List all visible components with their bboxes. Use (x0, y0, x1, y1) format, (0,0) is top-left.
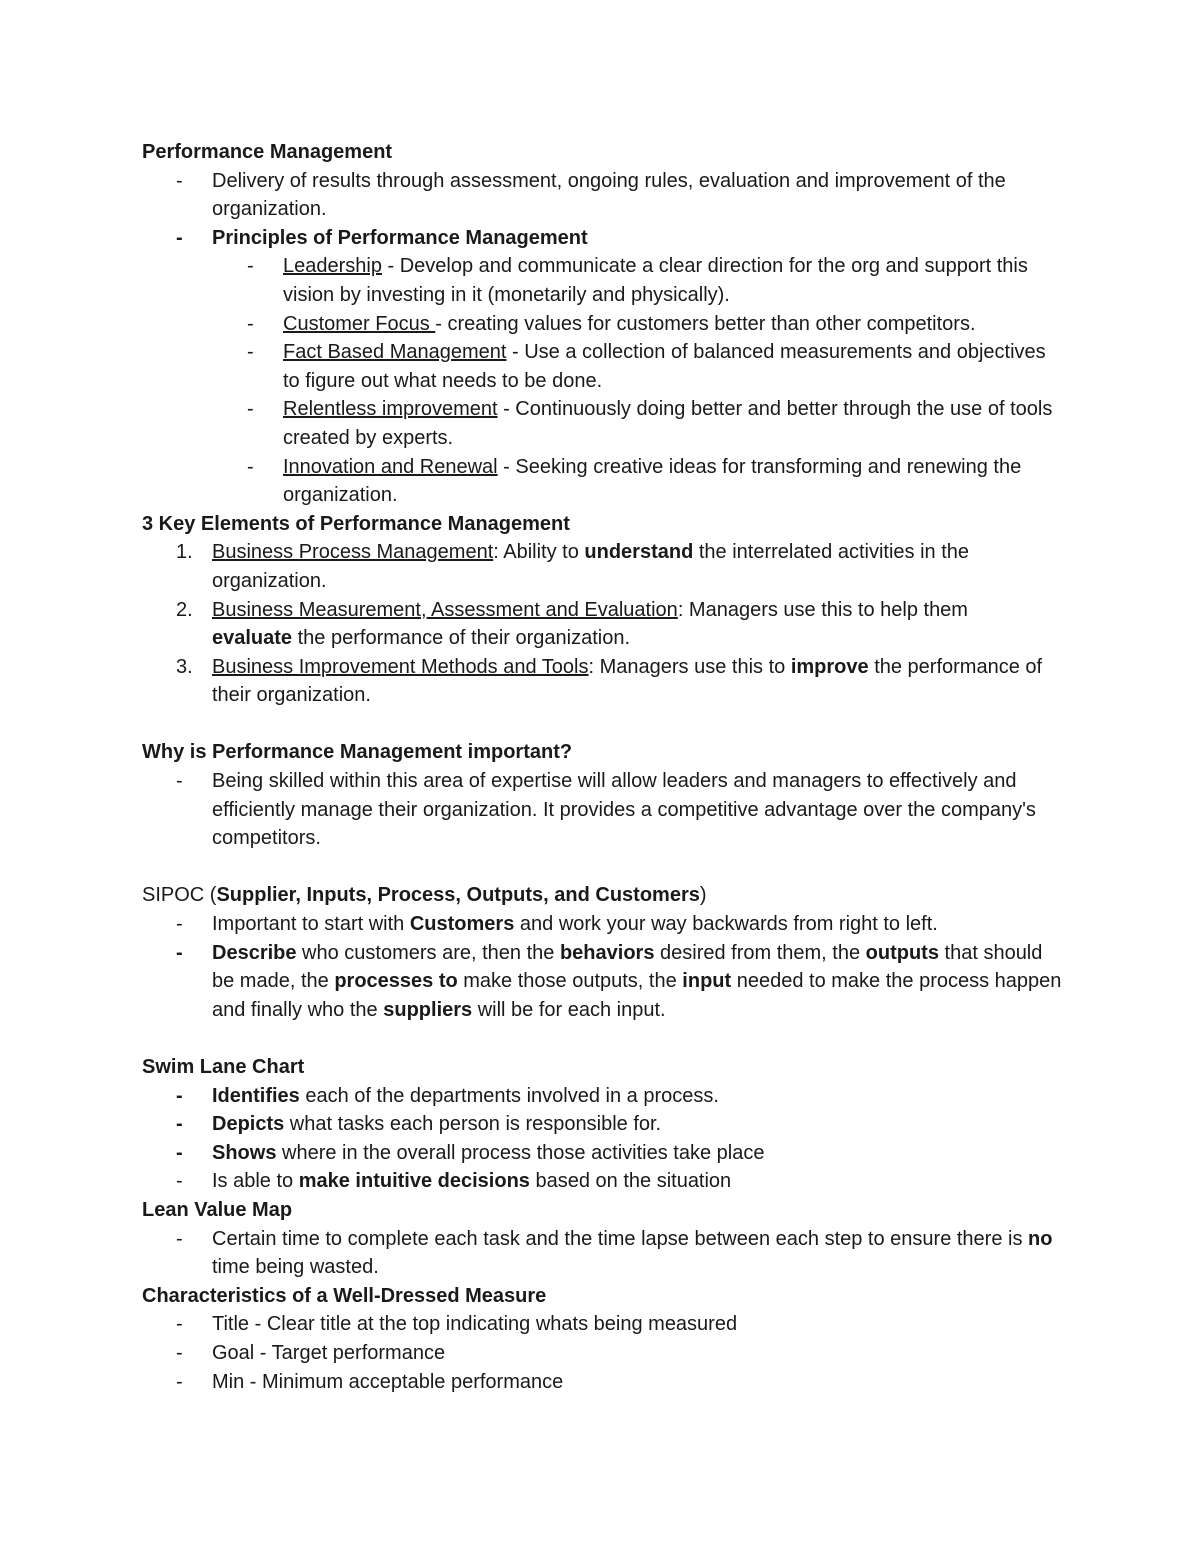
principle-text: - Seeking creative ideas for transforming and renewing the organization. (283, 455, 1022, 507)
bullet-dash: - (247, 455, 254, 478)
bullet-item (142, 1225, 1062, 1282)
principle-term: Leadership (283, 255, 382, 278)
bullet-text: Is able to (212, 1170, 299, 1193)
heading-sipoc (142, 881, 1062, 910)
bullet-dash: - (176, 913, 183, 936)
bullet-bold: processes to (334, 970, 458, 993)
bullet-dash: - (247, 255, 254, 278)
principle-text: - Continuously doing better and better through the use of tools created by experts. (283, 398, 1053, 449)
bullet-dash: - (176, 226, 183, 249)
subheading-principles (142, 224, 1062, 253)
bullet-text: that should be made, the (212, 941, 1043, 993)
bullet-item (142, 1339, 1062, 1368)
item-number: 1. (176, 541, 193, 564)
bullet-bold: make intuitive decisions (298, 1170, 530, 1193)
bullet-text: where in the overall process those activities take place (276, 1141, 765, 1164)
principle-item (142, 252, 1062, 309)
principle-item (142, 338, 1062, 395)
principle-term: Customer Focus (283, 312, 436, 335)
principle-text: - Develop and communicate a clear direction for the org and support this vision by investing in it (monetarily and physically). (283, 255, 1028, 306)
heading-performance-management: Performance Management (142, 141, 393, 163)
bullet-dash: - (176, 1084, 183, 1107)
principle-term: Innovation and Renewal (283, 455, 498, 478)
bullet-item (142, 1082, 1062, 1111)
bullet-text: make those outputs, the (457, 970, 683, 993)
bullet-text: Min - Minimum acceptable performance (212, 1370, 564, 1393)
item-text: : Ability to (493, 541, 585, 564)
item-number: 3. (176, 655, 193, 678)
heading-why-important: Why is Performance Management important? (142, 741, 573, 764)
sipoc-title-expansion: Supplier, Inputs, Process, Outputs, and Customers (216, 884, 700, 907)
sipoc-title-start: SIPOC ( (142, 884, 217, 907)
bullet-dash: - (176, 1113, 183, 1136)
sipoc-title-end: ) (699, 884, 707, 907)
blank-line (142, 853, 1062, 882)
principles-title: Principles of Performance Management (212, 226, 588, 249)
principle-term: Fact Based Management (283, 341, 507, 364)
bullet-text: based on the situation (529, 1170, 732, 1193)
bullet-dash: - (247, 398, 254, 421)
bullet-dash: - (176, 770, 183, 793)
item-bold: improve (790, 655, 869, 678)
numbered-item (142, 653, 1062, 710)
bullet-text: Important to start with (212, 913, 410, 936)
principle-term: Relentless improvement (283, 398, 498, 421)
bullet-text: desired from them, the (654, 941, 866, 964)
item-term: Business Process Management (212, 541, 494, 564)
numbered-item (142, 596, 1062, 653)
bullet-text: Certain time to complete each task and the time lapse between each step to ensure there is (212, 1227, 1029, 1250)
principle-item (142, 453, 1062, 510)
bullet-dash: - (176, 1227, 183, 1250)
bullet-dash: - (247, 312, 254, 335)
bullet-item (142, 1310, 1062, 1339)
bullet-text: what tasks each person is responsible for. (284, 1113, 662, 1136)
item-bold: evaluate (212, 627, 293, 650)
bullet-bold: Shows (212, 1141, 277, 1164)
bullet-item (142, 939, 1062, 1025)
principle-text: - Use a collection of balanced measurements and objectives to figure out what needs to be done. (283, 341, 1046, 392)
bullet-dash: - (247, 341, 254, 364)
bullet-bold: input (682, 970, 732, 993)
bullet-bold: behaviors (559, 941, 655, 964)
bullet-dash: - (176, 169, 183, 192)
bullet-text: time being wasted. (212, 1256, 379, 1279)
bullet-dash: - (176, 1370, 183, 1393)
principle-item (142, 395, 1062, 452)
principle-text: - creating values for customers better than other competitors. (435, 312, 976, 335)
bullet-bold: Customers (409, 913, 515, 936)
bullet-item (142, 767, 1062, 853)
bullet-text: and work your way backwards from right to left. (514, 913, 938, 936)
bullet-dash: - (176, 1341, 183, 1364)
bullet-text: Goal - Target performance (212, 1341, 446, 1364)
heading-key-elements: 3 Key Elements of Performance Management (142, 512, 570, 535)
item-text: the performance of their organization. (292, 627, 631, 650)
bullet-bold: outputs (865, 941, 939, 964)
heading-well-dressed-measure: Characteristics of a Well-Dressed Measure (142, 1284, 547, 1307)
item-text: the performance of their organization. (212, 655, 1043, 707)
bullet-bold: Depicts (212, 1113, 285, 1136)
bullet-item (142, 910, 1062, 939)
item-bold: understand (584, 541, 694, 564)
bullet-item (142, 167, 1062, 224)
bullet-bold: Describe (212, 941, 297, 964)
bullet-bold: no (1028, 1227, 1053, 1250)
numbered-item (142, 538, 1062, 595)
bullet-dash: - (176, 1141, 183, 1164)
bullet-dash: - (176, 1313, 183, 1336)
bullet-text: Title - Clear title at the top indicating whats being measured (212, 1313, 738, 1336)
bullet-item (142, 1139, 1062, 1168)
bullet-bold: suppliers (383, 998, 473, 1021)
bullet-item (142, 1368, 1062, 1397)
heading-swim-lane: Swim Lane Chart (142, 1056, 305, 1078)
bullet-text: each of the departments involved in a process. (299, 1084, 719, 1107)
bullet-item (142, 1167, 1062, 1196)
bullet-item (142, 1110, 1062, 1139)
item-text: : Managers use this to help them (677, 598, 968, 621)
item-text: : Managers use this to (588, 655, 791, 678)
item-text: the interrelated activities in the organization. (212, 541, 970, 592)
blank-line (142, 1024, 1062, 1053)
bullet-text: Being skilled within this area of expertise will allow leaders and managers to effectively and efficiently manage their organization. It provides a competitive advantage over the company's competitors. (212, 770, 1036, 850)
bullet-dash: - (176, 1170, 183, 1193)
blank-line (142, 710, 1062, 739)
document-body (142, 138, 1062, 1396)
principle-item (142, 310, 1062, 339)
item-term: Business Measurement, Assessment and Evaluation (212, 598, 678, 621)
item-number: 2. (176, 598, 193, 621)
bullet-text: needed to make the process happen and finally who the (212, 970, 1062, 1021)
heading-lean-value-map: Lean Value Map (142, 1198, 293, 1221)
bullet-text: who customers are, then the (296, 941, 560, 964)
bullet-text: will be for each input. (472, 998, 666, 1021)
item-term: Business Improvement Methods and Tools (212, 655, 589, 678)
bullet-dash: - (176, 941, 183, 964)
bullet-text: Delivery of results through assessment, ongoing rules, evaluation and improvement of the organization. (212, 169, 1006, 221)
bullet-bold: Identifies (212, 1084, 300, 1107)
